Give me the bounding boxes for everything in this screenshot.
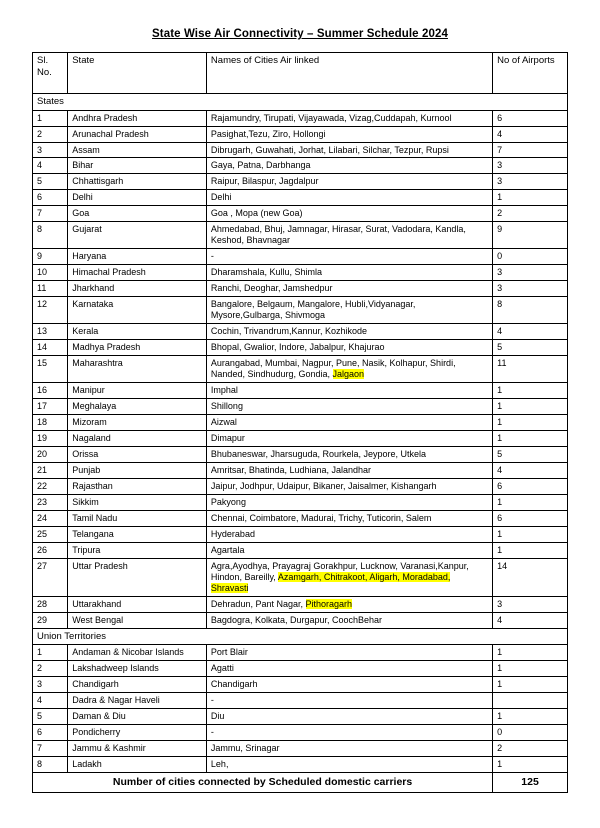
row-cities (206, 661, 492, 677)
row-serial-number: 8 (33, 222, 68, 249)
row-state-name: Rajasthan (68, 478, 207, 494)
row-airport-count: 0 (493, 249, 568, 265)
row-serial-number: 19 (33, 430, 68, 446)
table-row (33, 462, 568, 478)
row-airport-count: 7 (493, 142, 568, 158)
row-cities (206, 126, 492, 142)
row-cities-highlighted: Azamgarh, Chitrakoot, Aligarh, Moradabad, Shravasti (210, 571, 451, 593)
air-connectivity-table (32, 52, 568, 793)
row-state-name: Maharashtra (68, 356, 207, 383)
row-state-name: Pondicherry (68, 724, 207, 740)
table-row (33, 398, 568, 414)
row-serial-number: 28 (33, 596, 68, 612)
row-cities (206, 430, 492, 446)
row-serial-number: 9 (33, 249, 68, 265)
table-row (33, 446, 568, 462)
row-serial-number: 12 (33, 297, 68, 324)
table-row (33, 110, 568, 126)
row-cities-text: Leh, (210, 758, 229, 769)
row-state-name: Bihar (68, 158, 207, 174)
row-airport-count: 2 (493, 740, 568, 756)
row-cities-text: Bagdogra, Kolkata, Durgapur, CoochBehar (210, 614, 383, 625)
row-cities-text: Cochin, Trivandrum,Kannur, Kozhikode (210, 326, 368, 337)
section-label: Union Territories (33, 628, 568, 645)
row-cities-text: Dimapur (210, 432, 245, 443)
row-cities-text: Port Blair (210, 647, 248, 658)
row-airport-count: 6 (493, 110, 568, 126)
row-cities (206, 190, 492, 206)
row-cities (206, 542, 492, 558)
total-label: Number of cities connected by Scheduled domestic carriers (33, 772, 493, 792)
row-cities-text: Imphal (210, 385, 238, 396)
row-serial-number: 6 (33, 190, 68, 206)
row-cities (206, 324, 492, 340)
table-row (33, 756, 568, 772)
row-cities-text: Jammu, Srinagar (210, 742, 280, 753)
row-state-name: Tripura (68, 542, 207, 558)
row-cities-text: Chandigarh (210, 679, 258, 690)
row-airport-count: 6 (493, 510, 568, 526)
row-airport-count: 1 (493, 708, 568, 724)
row-airport-count: 9 (493, 222, 568, 249)
row-airport-count: 8 (493, 297, 568, 324)
row-state-name: Manipur (68, 383, 207, 399)
row-airport-count: 1 (493, 661, 568, 677)
row-state-name: Andaman & Nicobar Islands (68, 645, 207, 661)
row-serial-number: 5 (33, 174, 68, 190)
table-row (33, 645, 568, 661)
row-serial-number: 1 (33, 110, 68, 126)
table-row (33, 190, 568, 206)
row-cities-text: Chennai, Coimbatore, Madurai, Trichy, Tuticorin, Salem (210, 512, 432, 523)
row-cities-text: Diu (210, 710, 225, 721)
row-cities-text: Agra,Ayodhya, Prayagraj Gorakhpur, Lucknow, Varanasi,Kanpur, Hindon, Bareilly, (210, 560, 469, 582)
row-cities (206, 356, 492, 383)
table-row (33, 494, 568, 510)
row-cities (206, 249, 492, 265)
row-airport-count: 3 (493, 158, 568, 174)
row-cities-text: - (210, 695, 214, 705)
row-serial-number: 1 (33, 645, 68, 661)
total-value: 125 (493, 772, 568, 792)
row-state-name: Goa (68, 206, 207, 222)
row-airport-count: 4 (493, 324, 568, 340)
row-serial-number: 13 (33, 324, 68, 340)
row-state-name: Madhya Pradesh (68, 340, 207, 356)
row-state-name: Dadra & Nagar Haveli (68, 693, 207, 709)
row-serial-number: 3 (33, 142, 68, 158)
row-cities (206, 510, 492, 526)
row-cities (206, 446, 492, 462)
row-airport-count: 4 (493, 612, 568, 628)
table-row (33, 142, 568, 158)
row-serial-number: 2 (33, 661, 68, 677)
row-cities-text: Bangalore, Belgaum, Mangalore, Hubli,Vidyanagar, Mysore,Gulbarga, Shivmoga (210, 299, 416, 321)
row-cities-text: Gaya, Patna, Darbhanga (210, 160, 311, 171)
row-airport-count: 4 (493, 126, 568, 142)
row-state-name: Meghalaya (68, 398, 207, 414)
row-state-name: Assam (68, 142, 207, 158)
row-cities-text: Agatti (210, 663, 234, 674)
row-state-name: Chhattisgarh (68, 174, 207, 190)
row-serial-number: 22 (33, 478, 68, 494)
row-cities (206, 383, 492, 399)
row-cities (206, 596, 492, 612)
row-cities (206, 206, 492, 222)
row-serial-number: 17 (33, 398, 68, 414)
row-cities-text: Dharamshala, Kullu, Shimla (210, 267, 322, 278)
row-cities-text: Agartala (210, 544, 245, 555)
row-cities (206, 340, 492, 356)
row-cities (206, 398, 492, 414)
row-state-name: Mizoram (68, 414, 207, 430)
row-airport-count: 1 (493, 645, 568, 661)
table-row (33, 158, 568, 174)
row-cities-text: Shillong (210, 400, 243, 411)
row-cities-text: Bhubaneswar, Jharsuguda, Rourkela, Jeypore, Utkela (210, 448, 427, 459)
row-cities (206, 526, 492, 542)
row-state-name: Telangana (68, 526, 207, 542)
row-serial-number: 15 (33, 356, 68, 383)
row-cities (206, 478, 492, 494)
table-row (33, 297, 568, 324)
table-row (33, 526, 568, 542)
row-cities-highlighted: Pithoragarh (305, 598, 353, 609)
row-cities-text: Delhi (210, 192, 232, 203)
row-cities-text: Ahmedabad, Bhuj, Jamnagar, Hirasar, Surat, Vadodara, Kandla, Keshod, Bhavnagar (210, 224, 466, 246)
column-header-state: State (68, 53, 207, 94)
row-airport-count: 2 (493, 206, 568, 222)
table-header-row (33, 53, 568, 94)
table-row (33, 661, 568, 677)
column-header-airports: No of Airports (493, 53, 568, 94)
row-cities-text: Amritsar, Bhatinda, Ludhiana, Jalandhar (210, 464, 372, 475)
row-airport-count: 1 (493, 677, 568, 693)
row-cities (206, 558, 492, 596)
row-cities-text: Aizwal (210, 416, 237, 427)
row-cities (206, 142, 492, 158)
section-header-row (33, 628, 568, 645)
row-airport-count: 1 (493, 494, 568, 510)
table-body (33, 94, 568, 773)
row-airport-count: 1 (493, 526, 568, 542)
row-serial-number: 6 (33, 724, 68, 740)
row-cities (206, 708, 492, 724)
row-cities (206, 265, 492, 281)
row-cities (206, 693, 492, 709)
row-airport-count: 1 (493, 542, 568, 558)
row-airport-count: 1 (493, 756, 568, 772)
row-cities-text: Pasighat,Tezu, Ziro, Hollongi (210, 128, 326, 139)
table-row (33, 265, 568, 281)
row-serial-number: 7 (33, 740, 68, 756)
row-state-name: Uttar Pradesh (68, 558, 207, 596)
row-serial-number: 29 (33, 612, 68, 628)
column-header-sl: Sl. No. (33, 53, 68, 94)
table-row (33, 281, 568, 297)
table-row (33, 612, 568, 628)
row-state-name: Haryana (68, 249, 207, 265)
row-cities (206, 724, 492, 740)
row-state-name: Kerala (68, 324, 207, 340)
row-serial-number: 21 (33, 462, 68, 478)
row-state-name: West Bengal (68, 612, 207, 628)
row-serial-number: 18 (33, 414, 68, 430)
table-row (33, 740, 568, 756)
row-state-name: Delhi (68, 190, 207, 206)
row-serial-number: 2 (33, 126, 68, 142)
row-state-name: Chandigarh (68, 677, 207, 693)
row-cities-text: - (210, 251, 214, 262)
table-row (33, 724, 568, 740)
row-serial-number: 11 (33, 281, 68, 297)
table-row (33, 596, 568, 612)
row-state-name: Arunachal Pradesh (68, 126, 207, 142)
row-cities-text: Goa , Mopa (new Goa) (210, 208, 303, 219)
row-serial-number: 25 (33, 526, 68, 542)
row-serial-number: 27 (33, 558, 68, 596)
row-airport-count: 1 (493, 398, 568, 414)
row-state-name: Uttarakhand (68, 596, 207, 612)
row-serial-number: 8 (33, 756, 68, 772)
row-state-name: Daman & Diu (68, 708, 207, 724)
table-row (33, 383, 568, 399)
table-row (33, 324, 568, 340)
section-label: States (33, 94, 568, 111)
row-serial-number: 26 (33, 542, 68, 558)
row-state-name: Himachal Pradesh (68, 265, 207, 281)
table-row (33, 558, 568, 596)
row-state-name: Karnataka (68, 297, 207, 324)
row-airport-count: 5 (493, 446, 568, 462)
row-state-name: Ladakh (68, 756, 207, 772)
row-airport-count: 3 (493, 265, 568, 281)
row-airport-count: 1 (493, 190, 568, 206)
row-serial-number: 24 (33, 510, 68, 526)
table-row (33, 693, 568, 709)
table-row (33, 249, 568, 265)
row-cities (206, 756, 492, 772)
row-cities-text: Hyderabad (210, 528, 255, 539)
table-row (33, 708, 568, 724)
row-cities (206, 740, 492, 756)
table-row (33, 430, 568, 446)
row-cities-text: Bhopal, Gwalior, Indore, Jabalpur, Khajurao (210, 342, 385, 353)
row-airport-count: 14 (493, 558, 568, 596)
table-header (33, 53, 568, 94)
table-row (33, 677, 568, 693)
row-serial-number: 20 (33, 446, 68, 462)
row-cities (206, 645, 492, 661)
table-row (33, 174, 568, 190)
table-row (33, 356, 568, 383)
row-airport-count: 3 (493, 281, 568, 297)
row-cities-text: Dehradun, Pant Nagar, (210, 598, 303, 609)
row-cities-text: Ranchi, Deoghar, Jamshedpur (210, 283, 333, 294)
row-cities-text: Rajamundry, Tirupati, Vijayawada, Vizag,Cuddapah, Kurnool (210, 112, 452, 123)
row-serial-number: 4 (33, 693, 68, 709)
table-row (33, 340, 568, 356)
row-airport-count: 5 (493, 340, 568, 356)
row-cities (206, 297, 492, 324)
row-cities-text: Aurangabad, Mumbai, Nagpur, Pune, Nasik, Kolhapur, Shirdi, Nanded, Sindhudurg, Gondia, (210, 358, 456, 380)
total-row (33, 772, 568, 792)
row-cities-text: - (210, 726, 214, 737)
table-row (33, 510, 568, 526)
table-row (33, 414, 568, 430)
row-cities (206, 281, 492, 297)
row-cities (206, 612, 492, 628)
row-airport-count: 1 (493, 414, 568, 430)
row-airport-count: 6 (493, 478, 568, 494)
row-cities (206, 494, 492, 510)
column-header-cities: Names of Cities Air linked (206, 53, 492, 94)
row-airport-count: 3 (493, 596, 568, 612)
row-cities (206, 414, 492, 430)
row-airport-count (493, 693, 568, 709)
row-cities-highlighted: Jalgaon (332, 369, 365, 380)
row-serial-number: 10 (33, 265, 68, 281)
row-state-name: Andhra Pradesh (68, 110, 207, 126)
row-serial-number: 16 (33, 383, 68, 399)
row-serial-number: 14 (33, 340, 68, 356)
table-row (33, 478, 568, 494)
row-airport-count: 1 (493, 430, 568, 446)
row-airport-count: 11 (493, 356, 568, 383)
row-serial-number: 4 (33, 158, 68, 174)
row-cities-text: Raipur, Bilaspur, Jagdalpur (210, 176, 319, 187)
row-state-name: Jharkhand (68, 281, 207, 297)
table-row (33, 126, 568, 142)
row-serial-number: 7 (33, 206, 68, 222)
table-row (33, 542, 568, 558)
section-header-row (33, 94, 568, 111)
row-airport-count: 4 (493, 462, 568, 478)
row-cities (206, 677, 492, 693)
row-state-name: Lakshadweep Islands (68, 661, 207, 677)
table-row (33, 222, 568, 249)
row-state-name: Orissa (68, 446, 207, 462)
row-airport-count: 1 (493, 383, 568, 399)
row-cities-text: Jaipur, Jodhpur, Udaipur, Bikaner, Jaisalmer, Kishangarh (210, 480, 437, 491)
row-cities-text: Pakyong (210, 496, 246, 507)
row-state-name: Gujarat (68, 222, 207, 249)
row-cities (206, 222, 492, 249)
row-serial-number: 3 (33, 677, 68, 693)
row-state-name: Punjab (68, 462, 207, 478)
row-cities (206, 158, 492, 174)
table-row (33, 206, 568, 222)
row-airport-count: 0 (493, 724, 568, 740)
row-cities (206, 110, 492, 126)
row-cities (206, 174, 492, 190)
row-state-name: Sikkim (68, 494, 207, 510)
row-state-name: Tamil Nadu (68, 510, 207, 526)
row-serial-number: 23 (33, 494, 68, 510)
row-state-name: Jammu & Kashmir (68, 740, 207, 756)
row-airport-count: 3 (493, 174, 568, 190)
table-footer (33, 772, 568, 792)
row-cities-text: Dibrugarh, Guwahati, Jorhat, Lilabari, Silchar, Tezpur, Rupsi (210, 144, 449, 155)
page-title: State Wise Air Connectivity – Summer Schedule 2024 (152, 28, 448, 40)
row-serial-number: 5 (33, 708, 68, 724)
row-cities (206, 462, 492, 478)
row-state-name: Nagaland (68, 430, 207, 446)
